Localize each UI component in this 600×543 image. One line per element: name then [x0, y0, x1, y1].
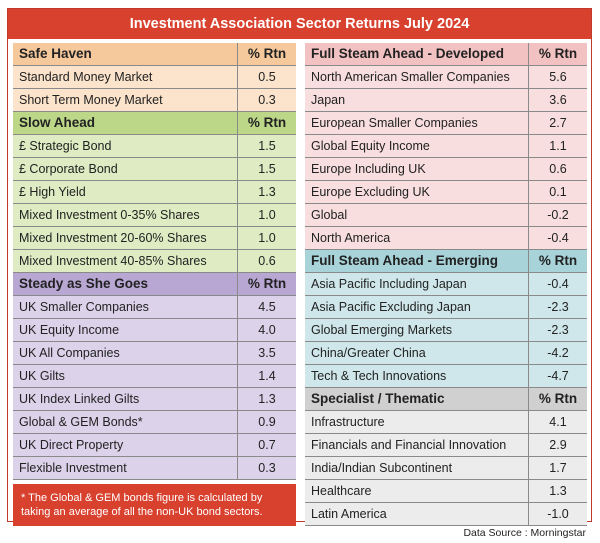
sector-row [305, 411, 587, 434]
sector-name: Global Emerging Markets [305, 319, 529, 341]
sector-name: Short Term Money Market [13, 89, 238, 111]
sector-name: UK Gilts [13, 365, 238, 387]
sector-row [305, 365, 587, 388]
sector-name: UK Direct Property [13, 434, 238, 456]
rtn-column-label: % Rtn [247, 276, 287, 291]
sector-return: -0.4 [547, 277, 569, 291]
returns-table-frame [7, 8, 592, 522]
sector-return: 0.6 [549, 162, 567, 176]
sector-name: Europe Including UK [305, 158, 529, 180]
sector-name: UK Index Linked Gilts [13, 388, 238, 410]
group-heading: Full Steam Ahead - Developed [305, 43, 529, 65]
group-heading: Specialist / Thematic [305, 388, 529, 410]
group-header [13, 43, 296, 66]
sector-row [305, 204, 587, 227]
sector-name: Asia Pacific Including Japan [305, 273, 529, 295]
sector-name: Global [305, 204, 529, 226]
sector-row [13, 250, 296, 273]
sector-return: 4.0 [258, 323, 276, 337]
sector-name: Japan [305, 89, 529, 111]
sector-name: Mixed Investment 40-85% Shares [13, 250, 238, 272]
sector-name: Mixed Investment 20-60% Shares [13, 227, 238, 249]
sector-return: 1.3 [258, 185, 276, 199]
right-column [305, 43, 587, 526]
sector-name: Latin America [305, 503, 529, 525]
sector-row [13, 227, 296, 250]
sector-return: 1.4 [258, 369, 276, 383]
sector-group-emg [305, 250, 587, 388]
sector-row [305, 66, 587, 89]
sector-row [13, 411, 296, 434]
sector-row [305, 434, 587, 457]
sector-row [13, 365, 296, 388]
data-source: Data Source : Morningstar [463, 527, 586, 539]
sector-row [305, 273, 587, 296]
sector-return: -4.2 [547, 346, 569, 360]
sector-return: 0.5 [258, 70, 276, 84]
sector-return: 3.6 [549, 93, 567, 107]
footnote: * The Global & GEM bonds figure is calculated by taking an average of all the non-UK bond sectors. [13, 484, 296, 526]
sector-name: Financials and Financial Innovation [305, 434, 529, 456]
sector-name: China/Greater China [305, 342, 529, 364]
sector-return: 0.3 [258, 93, 276, 107]
sector-group-steady [13, 273, 296, 480]
sector-row [305, 112, 587, 135]
sector-return: 1.3 [258, 392, 276, 406]
sector-row [305, 135, 587, 158]
group-header [305, 43, 587, 66]
sector-return: -1.0 [547, 507, 569, 521]
sector-return: 2.9 [549, 438, 567, 452]
sector-name: Asia Pacific Excluding Japan [305, 296, 529, 318]
sector-row [305, 480, 587, 503]
sector-return: 0.7 [258, 438, 276, 452]
sector-group-spec [305, 388, 587, 526]
sector-return: 1.0 [258, 208, 276, 222]
sector-row [305, 457, 587, 480]
sector-row [305, 227, 587, 250]
sector-row [305, 89, 587, 112]
sector-row [305, 503, 587, 526]
sector-row [305, 342, 587, 365]
sector-name: Global & GEM Bonds* [13, 411, 238, 433]
sector-return: 5.6 [549, 70, 567, 84]
sector-row [13, 319, 296, 342]
sector-return: -0.4 [547, 231, 569, 245]
left-column [13, 43, 296, 526]
sector-return: 0.6 [258, 254, 276, 268]
sector-name: North America [305, 227, 529, 249]
sector-name: £ Corporate Bond [13, 158, 238, 180]
rtn-column-label: % Rtn [538, 253, 578, 268]
group-heading: Steady as She Goes [13, 273, 238, 295]
sector-name: UK Equity Income [13, 319, 238, 341]
sector-row [13, 204, 296, 227]
sector-return: 0.1 [549, 185, 567, 199]
group-header [13, 273, 296, 296]
sector-group-slow [13, 112, 296, 273]
sector-name: European Smaller Companies [305, 112, 529, 134]
sector-row [13, 89, 296, 112]
sector-return: 1.5 [258, 139, 276, 153]
sector-return: 1.0 [258, 231, 276, 245]
sector-row [305, 319, 587, 342]
sector-name: Europe Excluding UK [305, 181, 529, 203]
group-heading: Full Steam Ahead - Emerging [305, 250, 529, 272]
rtn-column-label: % Rtn [538, 46, 578, 61]
sector-return: -2.3 [547, 323, 569, 337]
rtn-column-label: % Rtn [538, 391, 578, 406]
sector-return: -2.3 [547, 300, 569, 314]
sector-name: North American Smaller Companies [305, 66, 529, 88]
sector-name: Standard Money Market [13, 66, 238, 88]
sector-return: 0.9 [258, 415, 276, 429]
sector-return: 1.3 [549, 484, 567, 498]
sector-name: Flexible Investment [13, 457, 238, 479]
rtn-column-label: % Rtn [247, 46, 287, 61]
sector-name: Healthcare [305, 480, 529, 502]
table-title: Investment Association Sector Returns July 2024 [8, 9, 591, 39]
sector-row [305, 181, 587, 204]
rtn-column-label: % Rtn [247, 115, 287, 130]
group-header [13, 112, 296, 135]
sector-name: India/Indian Subcontinent [305, 457, 529, 479]
sector-row [13, 66, 296, 89]
sector-return: 1.1 [549, 139, 567, 153]
sector-return: -0.2 [547, 208, 569, 222]
sector-row [305, 296, 587, 319]
sector-name: UK Smaller Companies [13, 296, 238, 318]
sector-row [13, 135, 296, 158]
sector-row [13, 388, 296, 411]
group-heading: Slow Ahead [13, 112, 238, 134]
sector-return: -4.7 [547, 369, 569, 383]
group-header [305, 250, 587, 273]
sector-return: 2.7 [549, 116, 567, 130]
sector-row [13, 434, 296, 457]
sector-return: 3.5 [258, 346, 276, 360]
sector-return: 1.7 [549, 461, 567, 475]
sector-return: 4.5 [258, 300, 276, 314]
sector-return: 0.3 [258, 461, 276, 475]
sector-row [13, 457, 296, 480]
sector-group-dev [305, 43, 587, 250]
sector-name: Global Equity Income [305, 135, 529, 157]
sector-row [305, 158, 587, 181]
sector-name: Infrastructure [305, 411, 529, 433]
sector-row [13, 342, 296, 365]
sector-name: £ Strategic Bond [13, 135, 238, 157]
sector-name: UK All Companies [13, 342, 238, 364]
sector-name: Tech & Tech Innovations [305, 365, 529, 387]
sector-row [13, 181, 296, 204]
sector-name: Mixed Investment 0-35% Shares [13, 204, 238, 226]
group-heading: Safe Haven [13, 43, 238, 65]
sector-row [13, 158, 296, 181]
group-header [305, 388, 587, 411]
sector-return: 1.5 [258, 162, 276, 176]
sector-name: £ High Yield [13, 181, 238, 203]
sector-return: 4.1 [549, 415, 567, 429]
sector-row [13, 296, 296, 319]
sector-group-safe [13, 43, 296, 112]
